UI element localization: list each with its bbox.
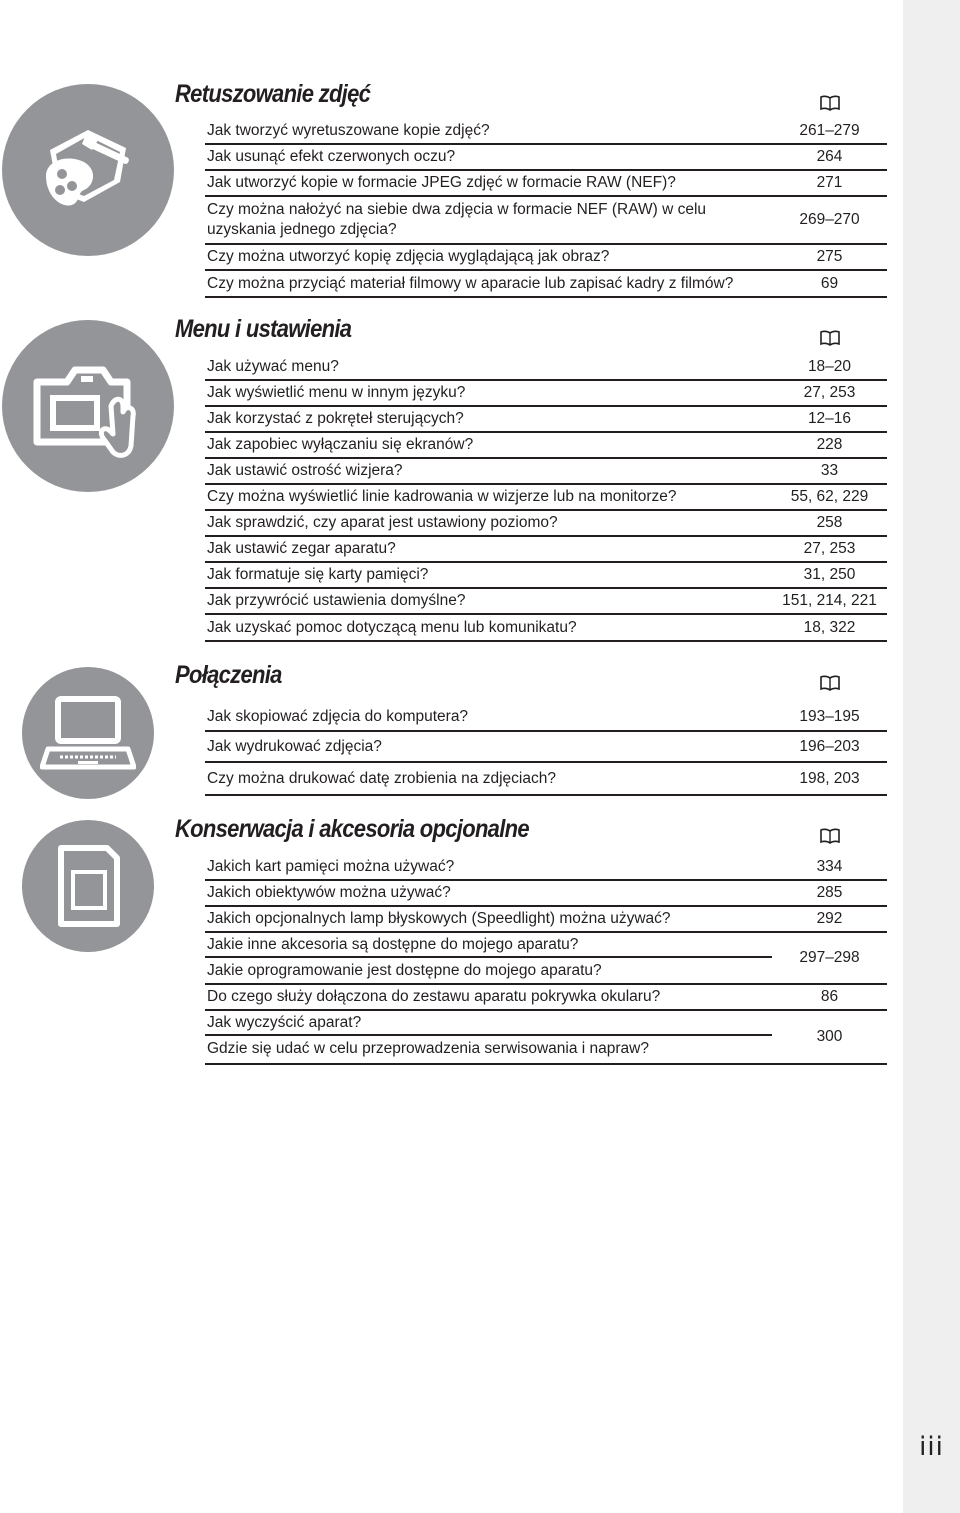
page-ref: 292 bbox=[816, 910, 843, 927]
page-ref: 69 bbox=[820, 274, 839, 292]
list-item bbox=[205, 197, 887, 245]
list-item bbox=[205, 119, 887, 145]
connections-list bbox=[205, 703, 887, 796]
question: Jakich obiektywów można używać? bbox=[207, 884, 451, 901]
question: Czy można utworzyć kopię zdjęcia wyglądającą jak obraz? bbox=[207, 248, 610, 265]
menu-list bbox=[205, 355, 887, 642]
page-ref: 196–203 bbox=[799, 737, 860, 755]
section-title-maintenance: Konserwacja i akcesoria opcjonalne bbox=[175, 815, 529, 843]
question: Jak używać menu? bbox=[207, 358, 339, 375]
section-title-retouch: Retuszowanie zdjęć bbox=[175, 80, 371, 108]
list-item bbox=[205, 537, 887, 563]
maintenance-list bbox=[205, 855, 887, 1065]
question: Jak ustawić zegar aparatu? bbox=[207, 540, 396, 557]
question: Jak sprawdzić, czy aparat jest ustawiony poziomo? bbox=[207, 514, 558, 531]
list-item bbox=[205, 615, 887, 642]
question: Jak utworzyć kopie w formacie JPEG zdjęć w formacie RAW (NEF)? bbox=[207, 174, 676, 191]
page-ref: 55, 62, 229 bbox=[790, 488, 869, 505]
page-ref: 297–298 bbox=[799, 949, 860, 966]
question: Czy można przyciąć materiał filmowy w aparacie lub zapisać kadry z filmów? bbox=[207, 274, 734, 292]
page-ref: 193–195 bbox=[799, 707, 860, 725]
page-ref: 198, 203 bbox=[799, 769, 860, 787]
list-item bbox=[205, 245, 887, 271]
list-item bbox=[205, 145, 887, 171]
page-ref: 33 bbox=[820, 462, 839, 479]
list-item bbox=[205, 407, 887, 433]
question: Jak wydrukować zdjęcia? bbox=[207, 737, 382, 755]
question: Jak zapobiec wyłączaniu się ekranów? bbox=[207, 436, 474, 453]
page-ref: 12–16 bbox=[807, 410, 852, 427]
question: Czy można wyświetlić linie kadrowania w wizjerze lub na monitorze? bbox=[207, 488, 677, 505]
list-item-group bbox=[205, 933, 887, 985]
question: Jakie inne akcesoria są dostępne do mojego aparatu? bbox=[205, 933, 772, 958]
page-ref: 18–20 bbox=[807, 358, 852, 375]
book-icon bbox=[820, 95, 840, 111]
list-item bbox=[205, 907, 887, 933]
page-ref: 271 bbox=[816, 174, 843, 191]
book-icon bbox=[820, 330, 840, 346]
list-item bbox=[205, 703, 887, 732]
page-number: iii bbox=[919, 1432, 944, 1462]
list-item bbox=[205, 485, 887, 511]
list-item-group bbox=[205, 1011, 887, 1065]
list-item bbox=[205, 511, 887, 537]
list-item bbox=[205, 355, 887, 381]
page-ref: 285 bbox=[816, 884, 843, 901]
page-ref: 228 bbox=[816, 436, 843, 453]
page-ref: 261–279 bbox=[799, 122, 860, 139]
page-ref: 269–270 bbox=[799, 211, 860, 228]
retouch-list bbox=[205, 119, 887, 298]
page-ref: 151, 214, 221 bbox=[782, 592, 877, 609]
question: Jakich kart pamięci można używać? bbox=[207, 858, 455, 875]
page-ref: 258 bbox=[816, 514, 843, 531]
list-item bbox=[205, 433, 887, 459]
laptop-icon bbox=[22, 667, 154, 799]
question: Jak usunąć efekt czerwonych oczu? bbox=[207, 148, 456, 165]
page-ref: 27, 253 bbox=[803, 540, 856, 557]
list-item bbox=[205, 881, 887, 907]
question: Jakich opcjonalnych lamp błyskowych (Speedlight) można używać? bbox=[207, 910, 671, 927]
question: Jak wyczyścić aparat? bbox=[205, 1011, 772, 1036]
camera-hand-icon bbox=[2, 320, 174, 492]
question: Jak skopiować zdjęcia do komputera? bbox=[207, 707, 469, 725]
question: Do czego służy dołączona do zestawu aparatu pokrywka okularu? bbox=[207, 988, 661, 1005]
book-icon bbox=[820, 675, 840, 691]
question: Czy można drukować datę zrobienia na zdjęciach? bbox=[207, 769, 556, 787]
question: Jak formatuje się karty pamięci? bbox=[207, 566, 429, 583]
page-ref: 18, 322 bbox=[803, 618, 856, 636]
list-item bbox=[205, 381, 887, 407]
page-ref: 86 bbox=[820, 988, 839, 1005]
question: Czy można nałożyć na siebie dwa zdjęcia w formacie NEF (RAW) w celu uzyskania jednego zdjęcia? bbox=[207, 201, 707, 238]
question: Jak ustawić ostrość wizjera? bbox=[207, 462, 403, 479]
section-title-connections: Połączenia bbox=[175, 661, 282, 689]
page-ref: 275 bbox=[816, 248, 843, 265]
retouch-palette-icon bbox=[2, 84, 174, 256]
page-ref: 264 bbox=[816, 148, 843, 165]
page-ref: 334 bbox=[816, 858, 843, 875]
section-title-menu: Menu i ustawienia bbox=[175, 315, 352, 343]
question: Jak tworzyć wyretuszowane kopie zdjęć? bbox=[207, 122, 490, 139]
side-strip bbox=[903, 0, 960, 1513]
list-item bbox=[205, 459, 887, 485]
list-item bbox=[205, 589, 887, 615]
list-item bbox=[205, 171, 887, 197]
book-icon bbox=[820, 828, 840, 844]
question: Jak wyświetlić menu w innym języku? bbox=[207, 384, 466, 401]
page-ref: 31, 250 bbox=[803, 566, 856, 583]
memory-card-icon bbox=[22, 820, 154, 952]
list-item bbox=[205, 732, 887, 763]
page-ref: 300 bbox=[816, 1028, 843, 1045]
list-item bbox=[205, 763, 887, 796]
list-item bbox=[205, 271, 887, 298]
question: Jak korzystać z pokręteł sterujących? bbox=[207, 410, 464, 427]
question: Jak przywrócić ustawienia domyślne? bbox=[207, 592, 466, 609]
question: Gdzie się udać w celu przeprowadzenia serwisowania i napraw? bbox=[207, 1039, 649, 1057]
list-item bbox=[205, 855, 887, 881]
page-ref: 27, 253 bbox=[803, 384, 856, 401]
list-item bbox=[205, 985, 887, 1011]
question: Jakie oprogramowanie jest dostępne do mojego aparatu? bbox=[207, 961, 602, 979]
list-item bbox=[205, 563, 887, 589]
question: Jak uzyskać pomoc dotyczącą menu lub komunikatu? bbox=[207, 618, 577, 636]
